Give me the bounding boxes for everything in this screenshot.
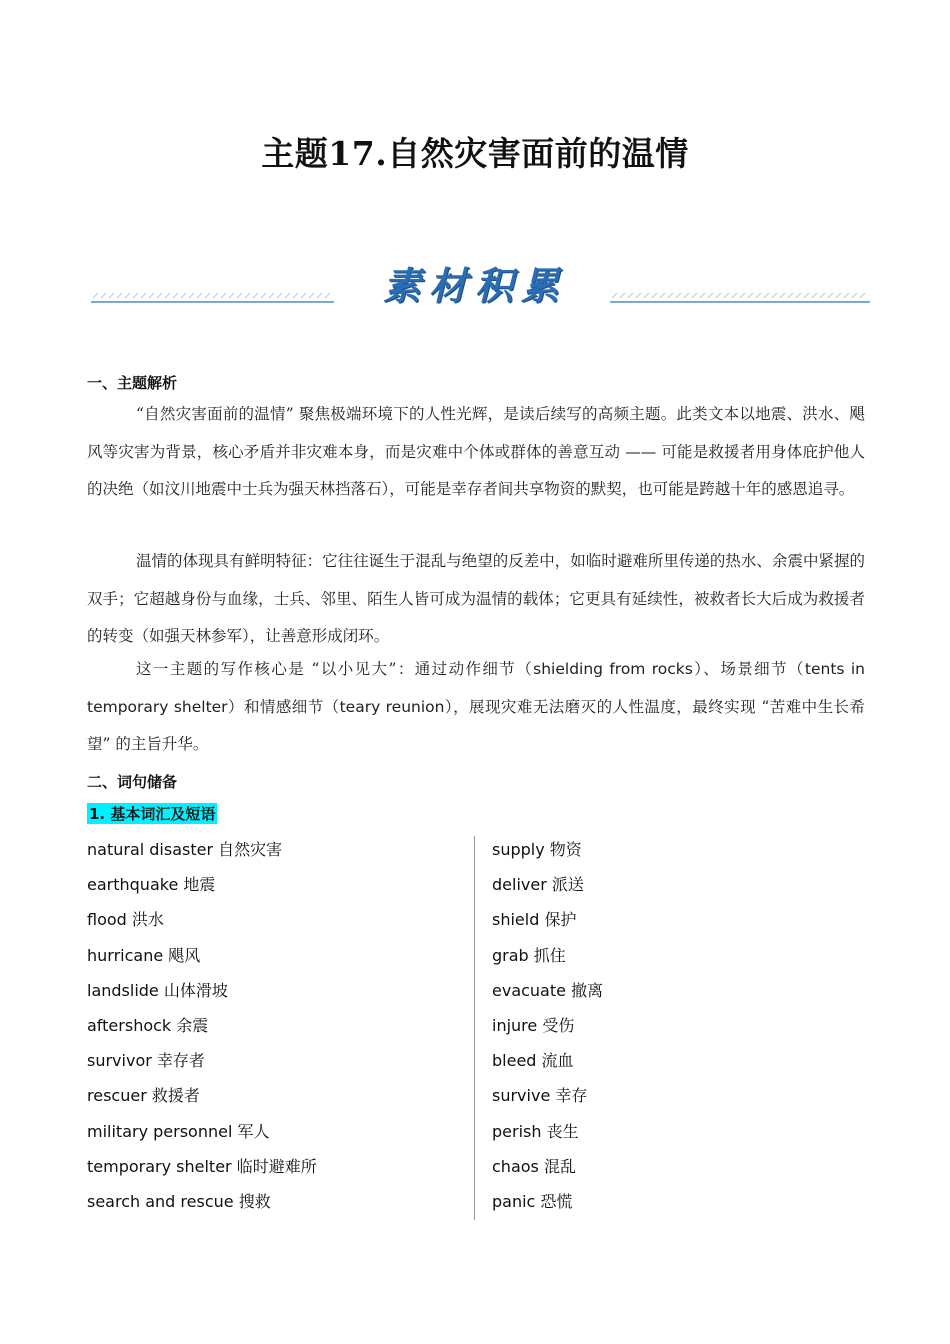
- vocab-item: [492, 938, 603, 973]
- vocab-item: [87, 938, 317, 973]
- vocab-english: grab: [492, 945, 529, 965]
- vocab-chinese: 受伤: [542, 1015, 575, 1035]
- paragraph-3-text-4: ），展现灾难无法磨灭的人性温度，最终实现 “苦难中生长希望” 的主旨升华。: [87, 697, 865, 753]
- vocab-item: [492, 867, 603, 902]
- paragraph-3-text-1: 这一主题的写作核心是 “以小见大”：通过动作细节（: [136, 660, 534, 678]
- vocab-item: [492, 973, 603, 1008]
- vocab-chinese: 抓住: [533, 945, 566, 965]
- vocab-english: flood: [87, 910, 127, 930]
- paragraph-3-english-3: teary reunion: [339, 697, 445, 716]
- vocab-chinese: 恐慌: [540, 1191, 573, 1211]
- vocab-item: [87, 1043, 317, 1078]
- vocab-item: [492, 1078, 603, 1113]
- vocab-chinese: 自然灾害: [218, 840, 283, 859]
- vocab-chinese: 保护: [544, 910, 577, 930]
- vocab-chinese: 丧生: [546, 1121, 579, 1141]
- paragraph-3-text-2: ）、场景细节（: [692, 660, 805, 678]
- vocab-item: [492, 832, 603, 867]
- paragraph-3-text-3: ）和情感细节（: [227, 697, 340, 716]
- vocab-item: [492, 1114, 603, 1149]
- vocab-item: [492, 1184, 603, 1219]
- vocab-english: search and rescue: [87, 1191, 234, 1211]
- vocab-item: [87, 902, 317, 937]
- vocab-chinese: 地震: [183, 875, 216, 895]
- vocab-chinese: 飓风: [168, 945, 201, 965]
- banner-title: 素材积累: [382, 263, 567, 308]
- vocab-item: [87, 1008, 317, 1043]
- vocab-english: chaos: [492, 1156, 539, 1176]
- vocab-english: natural disaster: [87, 840, 214, 859]
- vocab-chinese: 幸存者: [156, 1051, 205, 1071]
- vocab-chinese: 撤离: [571, 980, 604, 1000]
- vocab-english: perish: [492, 1121, 542, 1141]
- vocab-english: injure: [492, 1015, 538, 1035]
- paragraph-2: 温情的体现具有鲜明特征：它往往诞生于混乱与绝望的反差中，如临时避难所里传递的热水、余震中紧握的双手；它超越身份与血缘，士兵、邻里、陌生人皆可成为温情的载体；它更具有延续性，被救者长大后成为救援者的转变（如强天林参军），让善意形成闭环。: [87, 552, 865, 645]
- vocab-item: [492, 902, 603, 937]
- paragraph-3-english-2: tents in temporary shelter: [87, 660, 865, 716]
- subheading-basic-vocabulary: 1. 基本词汇及短语: [89, 805, 216, 823]
- vocab-english: supply: [492, 840, 545, 859]
- vocab-chinese: 军人: [237, 1121, 270, 1141]
- vocab-english: aftershock: [87, 1015, 172, 1035]
- vocab-item: [87, 1078, 317, 1113]
- vocab-english: rescuer: [87, 1086, 147, 1106]
- vocab-chinese: 临时避难所: [236, 1156, 317, 1176]
- vocab-item: [87, 832, 317, 867]
- vocab-item: [87, 1184, 317, 1219]
- paragraph-3: [87, 651, 865, 764]
- vocab-english: hurricane: [87, 945, 164, 965]
- column-divider: [474, 836, 475, 1220]
- section-banner: [0, 255, 950, 315]
- vocab-item: [492, 1043, 603, 1078]
- vocab-item: [87, 973, 317, 1008]
- vocab-chinese: 幸存: [555, 1086, 588, 1106]
- vocab-chinese: 余震: [176, 1015, 209, 1035]
- vocab-english: temporary shelter: [87, 1156, 232, 1176]
- vocab-english: evacuate: [492, 980, 566, 1000]
- vocab-english: military personnel: [87, 1121, 233, 1141]
- vocab-chinese: 物资: [549, 840, 582, 859]
- vocab-column-right: [492, 832, 603, 1219]
- vocab-chinese: 洪水: [131, 910, 164, 930]
- vocab-chinese: 山体滑坡: [163, 980, 228, 1000]
- section-heading-vocabulary: 二、词句储备: [87, 773, 178, 791]
- section-heading-analysis: 一、主题解析: [87, 374, 178, 392]
- paragraph-1: “自然灾害面前的温情” 聚焦极端环境下的人性光辉，是读后续写的高频主题。此类文本以地震、洪水、飓风等灾害为背景，核心矛盾并非灾难本身，而是灾难中个体或群体的善意互动 —— 可能是救援者用身体庇护他人的决绝（如汶川地震中士兵为强天林挡落石），可能是幸存者间共享物资的默契，也可能是跨越十年的感恩追寻。: [87, 405, 865, 498]
- vocab-english: panic: [492, 1191, 536, 1211]
- vocab-english: survive: [492, 1086, 551, 1106]
- vocab-chinese: 混乱: [543, 1156, 576, 1176]
- vocab-item: [87, 1149, 317, 1184]
- vocab-english: deliver: [492, 875, 547, 895]
- vocab-item: [492, 1008, 603, 1043]
- vocab-item: [87, 1114, 317, 1149]
- vocab-item: [87, 867, 317, 902]
- vocab-column-left: [87, 832, 317, 1219]
- vocab-english: earthquake: [87, 875, 179, 895]
- page-title: 主题17.自然灾害面前的温情: [261, 134, 689, 173]
- paragraph-3-english-1: shielding from rocks: [533, 660, 693, 678]
- banner-right-rule: [610, 290, 870, 304]
- vocab-chinese: 救援者: [151, 1086, 200, 1106]
- vocab-chinese: 流血: [541, 1051, 574, 1071]
- banner-left-rule: [91, 290, 334, 304]
- vocab-english: landslide: [87, 980, 159, 1000]
- vocab-chinese: 派送: [551, 875, 584, 895]
- vocab-english: bleed: [492, 1051, 537, 1071]
- vocab-english: survivor: [87, 1051, 152, 1071]
- vocab-chinese: 搜救: [238, 1191, 271, 1211]
- vocab-english: shield: [492, 910, 540, 930]
- vocab-item: [492, 1149, 603, 1184]
